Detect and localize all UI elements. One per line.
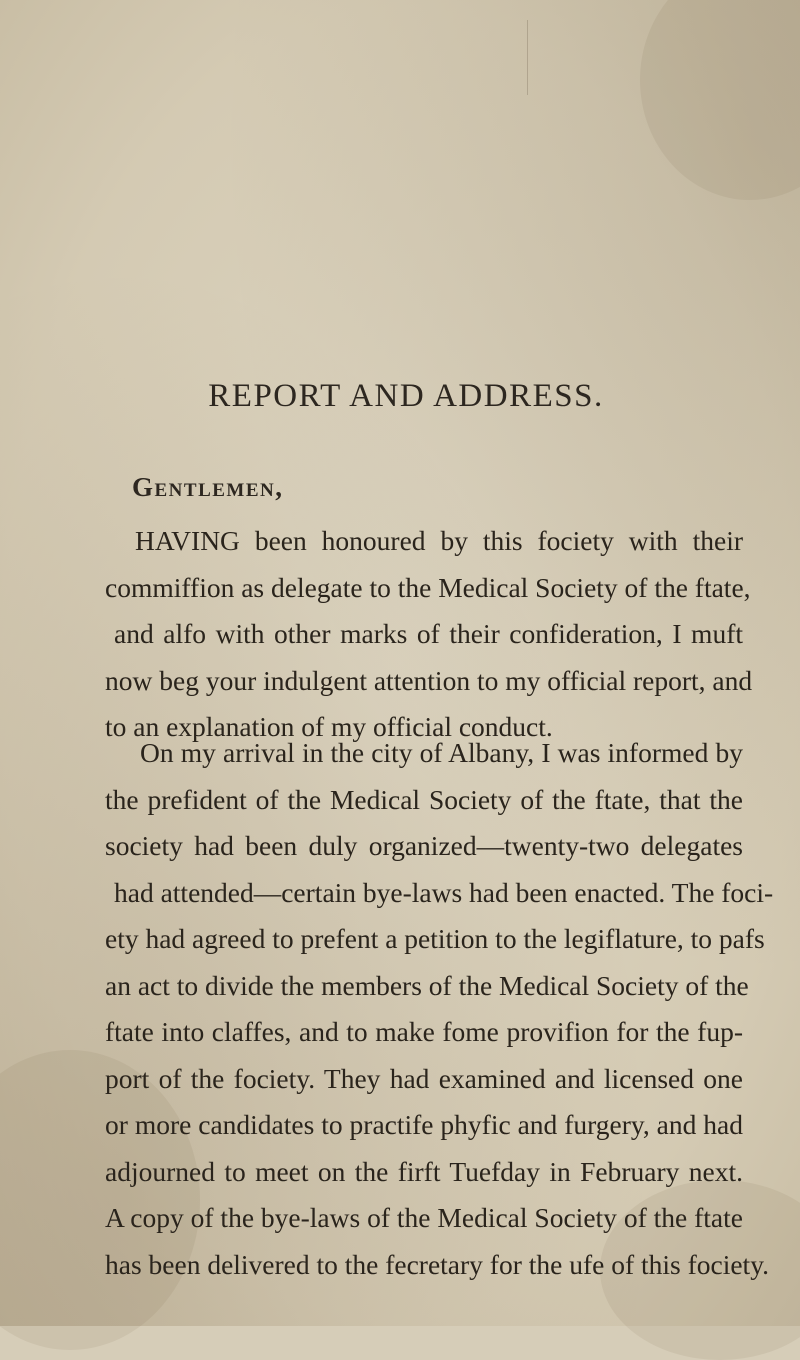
- text-line: and alfo with other marks of their confideration, I muft: [114, 618, 743, 649]
- text-line: to an explanation of my official conduct.: [105, 711, 553, 742]
- paragraph-2: [105, 730, 774, 1288]
- paper-crease: [527, 20, 528, 95]
- text-line: now beg your indulgent attention to my official report, and: [105, 664, 753, 696]
- text-line: port of the fociety. They had examined and licensed one: [105, 1062, 743, 1094]
- text-line: the prefident of the Medical Society of the ftate, that the: [105, 783, 743, 815]
- paragraph-1: [105, 518, 753, 751]
- page-heading: REPORT AND ADDRESS.: [208, 378, 604, 414]
- text-line: commiffion as delegate to the Medical Society of the ftate,: [105, 571, 751, 603]
- text-line: HAVING been honoured by this fociety with their: [135, 525, 743, 556]
- paper-stain: [640, 0, 800, 200]
- text-line: an act to divide the members of the Medical Society of the: [105, 969, 749, 1001]
- text-line: ftate into claffes, and to make fome provifion for the fup-: [105, 1016, 743, 1047]
- salutation: Gentlemen,: [132, 472, 284, 502]
- text-line: had attended—certain bye-laws had been enacted. The foci-: [114, 876, 774, 908]
- text-line: On my arrival in the city of Albany, I was informed by: [140, 737, 743, 768]
- text-line: society had been duly organized—twenty-two delegates: [105, 830, 743, 861]
- text-line: A copy of the bye-laws of the Medical Society of the ftate: [105, 1202, 743, 1233]
- text-line: has been delivered to the fecretary for the ufe of this fociety.: [105, 1248, 770, 1280]
- text-line: adjourned to meet on the firft Tuefday in February next.: [105, 1155, 743, 1187]
- text-line: ety had agreed to prefent a petition to the legiflature, to pafs: [105, 923, 765, 954]
- text-line: or more candidates to practife phyfic and furgery, and had: [105, 1109, 743, 1140]
